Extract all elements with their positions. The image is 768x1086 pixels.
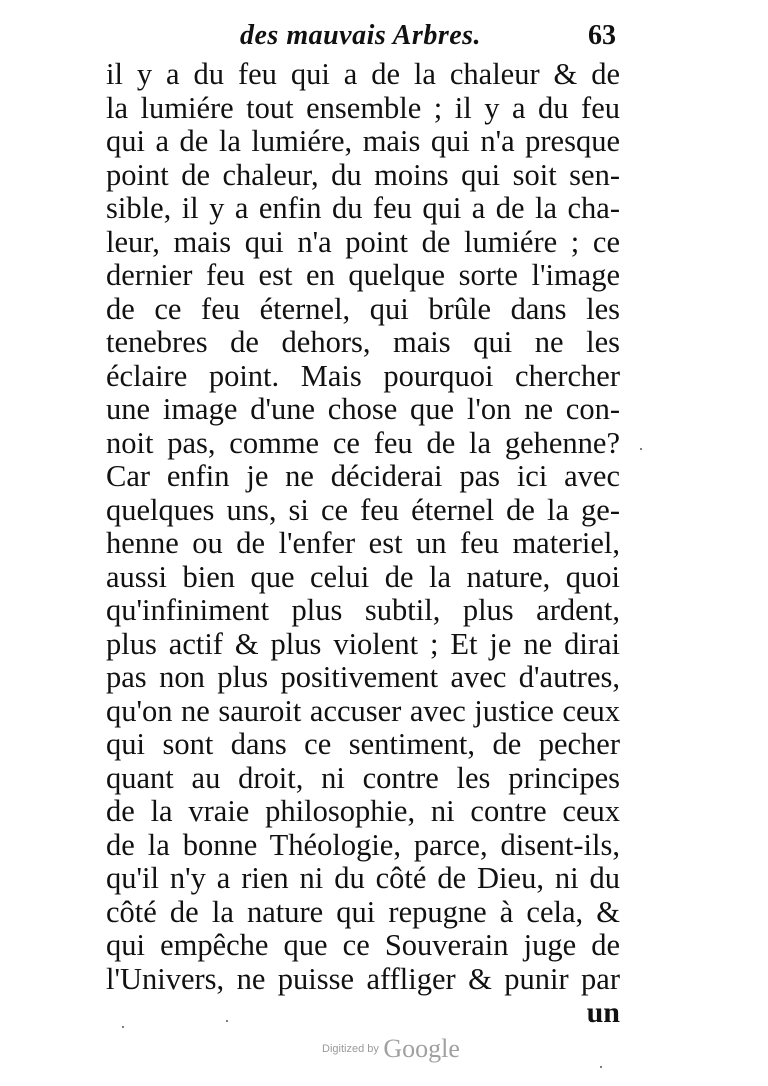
- body-text: [106, 58, 620, 996]
- text-line: qui sont dans ce sentiment, de pecher: [106, 727, 620, 761]
- text-line: noit pas, comme ce feu de la gehenne?: [106, 425, 620, 460]
- text-line: qu'on ne sauroit accuser avec justice ceux: [106, 693, 620, 728]
- text-line: une image d'une chose que l'on ne con-: [106, 392, 620, 426]
- text-line: qu'infiniment plus subtil, plus ardent,: [106, 593, 620, 627]
- text-line: l'Univers, ne puisse affliger & punir par: [106, 961, 620, 996]
- ink-speck: [640, 448, 642, 450]
- text-line: aussi bien que celui de la nature, quoi: [106, 559, 620, 594]
- text-line: qui empêche que ce Souverain juge de: [106, 928, 620, 962]
- text-line: il y a du feu qui a de la chaleur & de: [106, 57, 620, 91]
- text-line: la lumiére tout ensemble ; il y a du feu: [106, 90, 620, 125]
- digitized-watermark: [322, 1034, 460, 1064]
- text-line: pas non plus positivement avec d'autres,: [106, 660, 620, 694]
- ink-speck: [600, 1066, 602, 1068]
- text-line: côté de la nature qui repugne à cela, &: [106, 894, 620, 929]
- text-line: dernier feu est en quelque sorte l'image: [106, 258, 620, 292]
- text-line: qui a de la lumiére, mais qui n'a presque: [106, 124, 620, 158]
- text-line: quelques uns, si ce feu éternel de la ge-: [106, 492, 620, 527]
- text-line: quant au droit, ni contre les principes: [106, 760, 620, 795]
- text-line: Car enfin je ne déciderai pas ici avec: [106, 459, 620, 493]
- text-line: tenebres de dehors, mais qui ne les: [106, 325, 620, 359]
- watermark-prefix: Digitized by: [322, 1043, 379, 1055]
- ink-speck: [122, 1026, 124, 1028]
- text-line: qu'il n'y a rien ni du côté de Dieu, ni du: [106, 861, 620, 895]
- catchword: un: [586, 996, 620, 1029]
- text-line: éclaire point. Mais pourquoi chercher: [106, 358, 620, 393]
- text-line: de ce feu éternel, qui brûle dans les: [106, 291, 620, 326]
- text-line: de la bonne Théologie, parce, disent-ils,: [106, 827, 620, 862]
- text-line: henne ou de l'enfer est un feu materiel,: [106, 526, 620, 560]
- text-line: point de chaleur, du moins qui soit sen-: [106, 157, 620, 192]
- text-line: de la vraie philosophie, ni contre ceux: [106, 794, 620, 828]
- text-line: plus actif & plus violent ; Et je ne dirai: [106, 626, 620, 661]
- running-title: des mauvais Arbres.: [240, 20, 482, 51]
- page-number: 63: [588, 20, 616, 51]
- ink-speck: [226, 1020, 228, 1022]
- text-line: sible, il y a enfin du feu qui a de la cha-: [106, 191, 620, 225]
- watermark-brand: Google: [383, 1034, 460, 1063]
- text-line: leur, mais qui n'a point de lumiére ; ce: [106, 224, 620, 259]
